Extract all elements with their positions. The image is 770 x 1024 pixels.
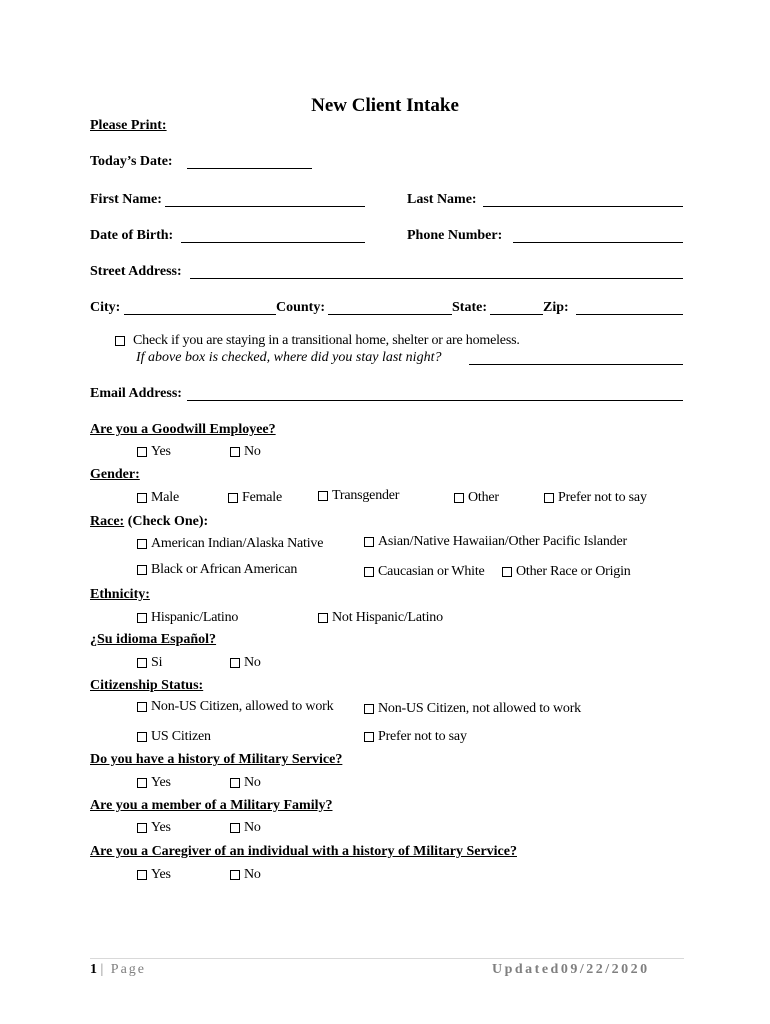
option-label: Female [242,490,283,505]
county-field[interactable] [328,314,452,315]
citizenship-prefer-not-option[interactable] [364,729,467,745]
please-print-label: Please Print: [90,118,167,133]
race-american-indian-option[interactable] [137,536,323,552]
footer-page [90,962,146,978]
caregiver-no-option[interactable] [230,867,261,883]
homeless-checkbox[interactable] [115,336,125,346]
street-field[interactable] [190,278,683,279]
checkbox-icon[interactable] [230,658,240,668]
checkbox-icon[interactable] [230,447,240,457]
military-yes-option[interactable] [137,775,171,791]
option-label: Other [468,490,499,505]
last-night-label: If above box is checked, where did you stay last night? [136,350,442,365]
phone-field[interactable] [513,242,683,243]
gender-prefer-not-option[interactable] [544,490,647,506]
checkbox-icon[interactable] [502,567,512,577]
military-heading: Do you have a history of Military Service? [90,752,343,767]
dob-label: Date of Birth: [90,228,174,243]
gender-male-option[interactable] [137,490,179,506]
page-word: | Page [100,962,147,977]
last-name-label: Last Name: [407,192,477,207]
state-field[interactable] [490,314,543,315]
option-label: American Indian/Alaska Native [151,536,324,551]
option-label: Male [151,490,179,505]
checkbox-icon[interactable] [364,537,374,547]
email-label: Email Address: [90,386,182,401]
option-label: No [244,867,261,882]
gender-other-option[interactable] [454,490,499,506]
option-label: Prefer not to say [558,490,647,505]
spanish-heading: ¿Su idioma Español? [90,632,217,647]
checkbox-icon[interactable] [364,732,374,742]
checkbox-icon[interactable] [137,823,147,833]
gender-heading: Gender: [90,467,140,482]
goodwill-heading: Are you a Goodwill Employee? [90,422,276,437]
option-label: No [244,820,261,835]
citizenship-us-option[interactable] [137,729,211,745]
checkbox-icon[interactable] [137,732,147,742]
race-caucasian-option[interactable] [364,564,485,580]
last-name-field[interactable] [483,206,683,207]
page-title: New Client Intake [311,95,459,116]
street-label: Street Address: [90,264,182,279]
option-label: Yes [151,444,171,459]
citizenship-not-allowed-option[interactable] [364,701,581,717]
first-name-label: First Name: [90,192,162,207]
city-label: City: [90,300,121,315]
checkbox-icon[interactable] [137,565,147,575]
race-heading [90,514,208,530]
caregiver-yes-option[interactable] [137,867,171,883]
option-label: Prefer not to say [378,729,467,744]
race-heading-suffix: (Check One): [124,514,209,529]
checkbox-icon[interactable] [137,778,147,788]
goodwill-yes-option[interactable] [137,444,171,460]
checkbox-icon[interactable] [544,493,554,503]
checkbox-icon[interactable] [137,702,147,712]
option-label: Black or African American [151,562,298,577]
option-label: Yes [151,820,171,835]
option-label: Other Race or Origin [516,564,631,579]
homeless-option [115,333,520,349]
footer-updated: Updated09/22/2020 [492,962,650,977]
checkbox-icon[interactable] [230,870,240,880]
option-label: Yes [151,867,171,882]
option-label: No [244,775,261,790]
goodwill-no-option[interactable] [230,444,261,460]
caregiver-heading: Are you a Caregiver of an individual with a history of Military Service? [90,844,517,859]
spanish-no-option[interactable] [230,655,261,671]
option-label: Yes [151,775,171,790]
checkbox-icon[interactable] [137,493,147,503]
option-label: No [244,444,261,459]
ethnicity-not-hispanic-option[interactable] [318,610,443,626]
spanish-si-option[interactable] [137,655,162,671]
homeless-label: Check if you are staying in a transitional home, shelter or are homeless. [133,333,520,348]
military-family-no-option[interactable] [230,820,261,836]
phone-label: Phone Number: [407,228,503,243]
option-label: Non-US Citizen, not allowed to work [378,701,581,716]
citizenship-heading: Citizenship Status: [90,678,204,693]
option-label: No [244,655,261,670]
checkbox-icon[interactable] [230,778,240,788]
ethnicity-hispanic-option[interactable] [137,610,238,626]
dob-field[interactable] [181,242,365,243]
ethnicity-heading: Ethnicity: [90,587,150,602]
checkbox-icon[interactable] [228,493,238,503]
option-label: Transgender [332,488,400,503]
option-label: Asian/Native Hawaiian/Other Pacific Islander [378,534,627,549]
military-family-yes-option[interactable] [137,820,171,836]
county-label: County: [276,300,326,315]
state-label: State: [452,300,487,315]
race-heading-label: Race: [90,514,125,529]
option-label: US Citizen [151,729,211,744]
zip-field[interactable] [576,314,683,315]
checkbox-icon[interactable] [137,539,147,549]
footer-divider [90,958,684,959]
checkbox-icon[interactable] [230,823,240,833]
first-name-field[interactable] [165,206,365,207]
military-no-option[interactable] [230,775,261,791]
todays-date-label: Today’s Date: [90,154,173,169]
email-field[interactable] [187,400,683,401]
checkbox-icon[interactable] [318,491,328,501]
todays-date-field[interactable] [187,168,312,169]
checkbox-icon[interactable] [364,704,374,714]
last-night-field[interactable] [469,364,683,365]
checkbox-icon[interactable] [318,613,328,623]
race-other-option[interactable] [502,564,631,580]
page-number: 1 [90,962,97,977]
option-label: Hispanic/Latino [151,610,239,625]
checkbox-icon[interactable] [137,870,147,880]
military-family-heading: Are you a member of a Military Family? [90,798,333,813]
option-label: Si [151,655,163,670]
option-label: Caucasian or White [378,564,485,579]
option-label: Non-US Citizen, allowed to work [151,699,334,714]
race-black-option[interactable] [137,562,297,578]
option-label: Not Hispanic/Latino [332,610,443,625]
race-asian-option[interactable] [364,534,627,550]
checkbox-icon[interactable] [137,658,147,668]
zip-label: Zip: [543,300,569,315]
checkbox-icon[interactable] [364,567,374,577]
gender-female-option[interactable] [228,490,282,506]
city-field[interactable] [124,314,276,315]
checkbox-icon[interactable] [137,613,147,623]
checkbox-icon[interactable] [137,447,147,457]
checkbox-icon[interactable] [454,493,464,503]
gender-transgender-option[interactable] [318,488,399,504]
citizenship-allowed-option[interactable] [137,699,333,715]
